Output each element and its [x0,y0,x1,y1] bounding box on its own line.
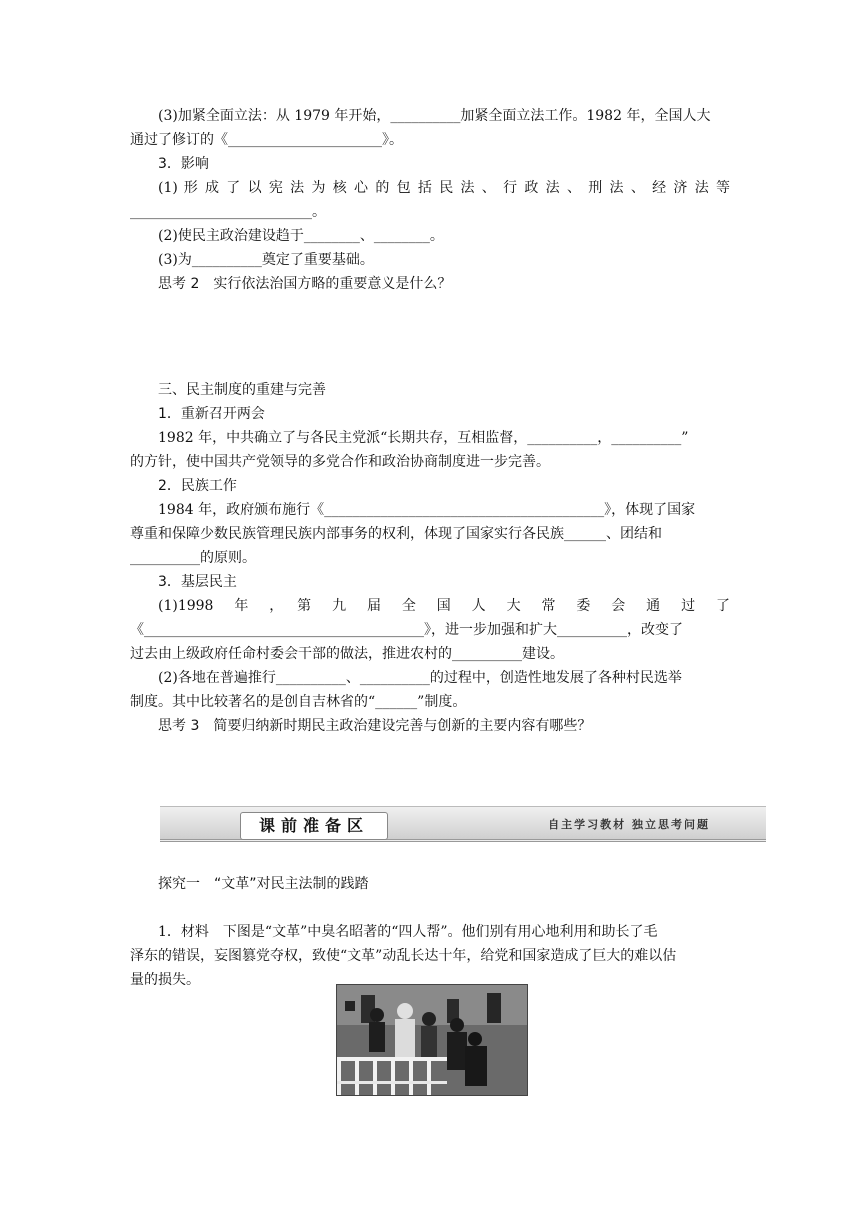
text-line: (2)使民主政治建设趋于________、________。 [158,228,444,244]
text-line: 过去由上级政府任命村委会干部的做法，推进农村的__________建设。 [130,646,564,662]
section-banner [160,806,766,842]
text-line: 1984 年，政府颁布施行《________________________________________》，体现了国家 [158,502,696,518]
text-line: 通过了修订的《______________________》。 [130,132,403,148]
banner-title: 课前准备区 [240,812,388,840]
text-line: 的方针，使中国共产党领导的多党合作和政治协商制度进一步完善。 [130,454,550,470]
text-line: 制度。其中比较著名的是创自吉林省的“______”制度。 [130,694,467,710]
section-heading: 3．影响 [158,156,209,172]
text-line: __________的原则。 [130,550,256,566]
banner-subtitle: 自主学习教材 独立思考问题 [548,818,710,831]
text-line: (3)加紧全面立法：从 1979 年开始，__________加紧全面立法工作。1982 年，全国人大 [158,108,711,124]
text-line: 1．材料 下图是“文革”中臭名昭著的“四人帮”。他们别有用心地利用和助长了毛 [158,924,658,940]
text-line: (1)1998 年 ， 第 九 届 全 国 人 大 常 委 会 通 过 了 [158,598,730,614]
section-heading: 探究一 “文革”对民主法制的践踏 [158,876,369,892]
text-line: 泽东的错误，妄图篡党夺权，致使“文革”动乱长达十年，给党和国家造成了巨大的难以估 [130,948,677,964]
section-heading: 2．民族工作 [158,478,237,494]
section-heading: 3．基层民主 [158,574,237,590]
section-heading: 1．重新召开两会 [158,406,265,422]
question-heading: 思考 3 简要归纳新时期民主政治建设完善与创新的主要内容有哪些？ [158,718,592,734]
question-heading: 思考 2 实行依法治国方略的重要意义是什么？ [158,276,452,292]
historical-photo [336,984,528,1096]
text-line: 《________________________________________》，进一步加强和扩大__________，改变了 [130,622,683,638]
section-heading: 三、民主制度的重建与完善 [158,382,326,398]
text-line: 尊重和保障少数民族管理民族内部事务的权利，体现了国家实行各民族______、团结和 [130,526,662,542]
text-line: 1982 年，中共确立了与各民主党派“长期共存，互相监督，__________，__________” [158,430,689,446]
photo-illustration [337,985,527,1095]
text-line: 量的损失。 [130,972,200,988]
text-line: (1) 形 成 了 以 宪 法 为 核 心 的 包 括 民 法 、 行 政 法 、 刑 法 、 经 济 法 等 [158,180,730,196]
text-line: (3)为__________奠定了重要基础。 [158,252,374,268]
text-line: (2)各地在普遍推行__________、__________的过程中，创造性地发展了各种村民选举 [158,670,682,686]
text-line: __________________________。 [130,204,326,220]
